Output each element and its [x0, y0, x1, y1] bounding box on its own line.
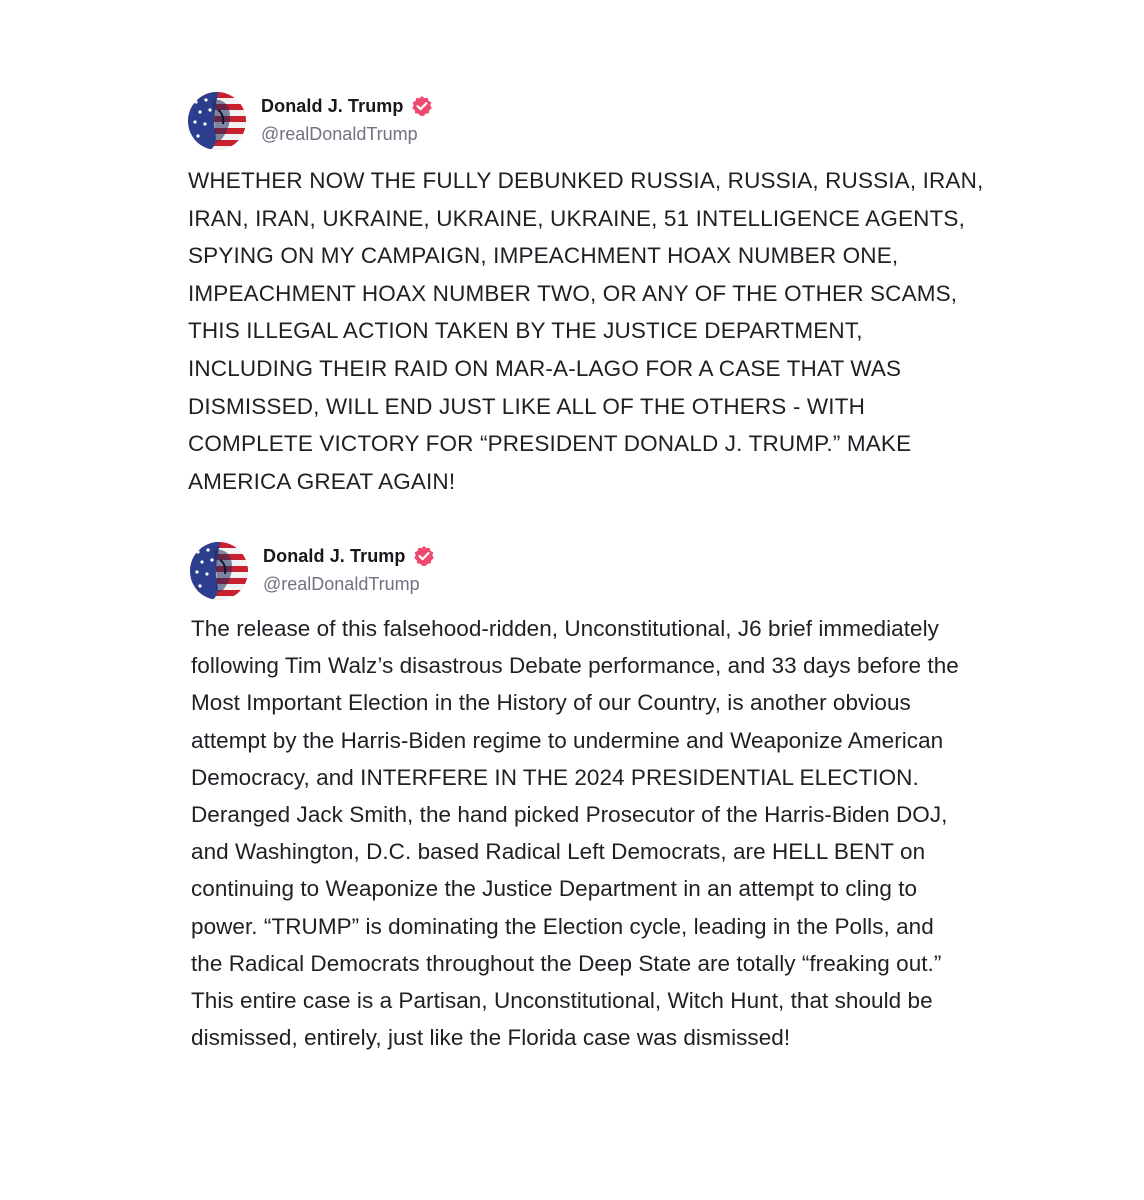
post-body-text: WHETHER NOW THE FULLY DEBUNKED RUSSIA, RUSSIA, RUSSIA, IRAN, IRAN, IRAN, UKRAINE, UKRAINE, UKRAINE, 51 INTELLIGENCE AGENTS, SPYING ON MY CAMPAIGN, IMPEACHMENT HOAX NUMBER ONE, IMPEACHMENT HOAX NUMBER TWO, OR ANY OF THE OTHER SCAMS, THIS ILLEGAL ACTION TAKEN BY THE JUSTICE DEPARTMENT, INCLUDING THEIR RAID ON MAR-A-LAGO FOR A CASE THAT WAS DISMISSED, WILL END JUST LIKE ALL OF THE OTHERS - WITH COMPLETE VICTORY FOR “PRESIDENT DONALD J. TRUMP.” MAKE AMERICA GREAT AGAIN!: [188, 168, 984, 494]
american-flag-portrait-icon: [190, 542, 248, 600]
verified-badge-icon: [411, 95, 433, 117]
author-name-row[interactable]: [261, 95, 433, 117]
author-display-name[interactable]: Donald J. Trump: [261, 95, 404, 116]
author-display-name[interactable]: Donald J. Trump: [263, 545, 406, 566]
verified-badge-icon: [413, 545, 435, 567]
avatar[interactable]: [190, 542, 248, 600]
author-name-row[interactable]: [263, 545, 435, 567]
author-handle[interactable]: @realDonaldTrump: [263, 574, 420, 594]
author-handle[interactable]: @realDonaldTrump: [261, 124, 418, 144]
american-flag-portrait-icon: [188, 92, 246, 150]
post-body-text: The release of this falsehood-ridden, Unconstitutional, J6 brief immediately following Tim Walz’s disastrous Debate performance, and 33 days before the Most Important Election in the History of our Country, is another obvious attempt by the Harris-Biden regime to undermine and Weaponize American Democracy, and INTERFERE IN THE 2024 PRESIDENTIAL ELECTION. Deranged Jack Smith, the hand picked Prosecutor of the Harris-Biden DOJ, and Washington, D.C. based Radical Left Democrats, are HELL BENT on continuing to Weaponize the Justice Department in an attempt to cling to power. “TRUMP” is dominating the Election cycle, leading in the Polls, and the Radical Democrats throughout the Deep State are totally “freaking out.” This entire case is a Partisan, Unconstitutional, Witch Hunt, that should be dismissed, entirely, just like the Florida case was dismissed!: [191, 616, 959, 1051]
avatar[interactable]: [188, 92, 246, 150]
